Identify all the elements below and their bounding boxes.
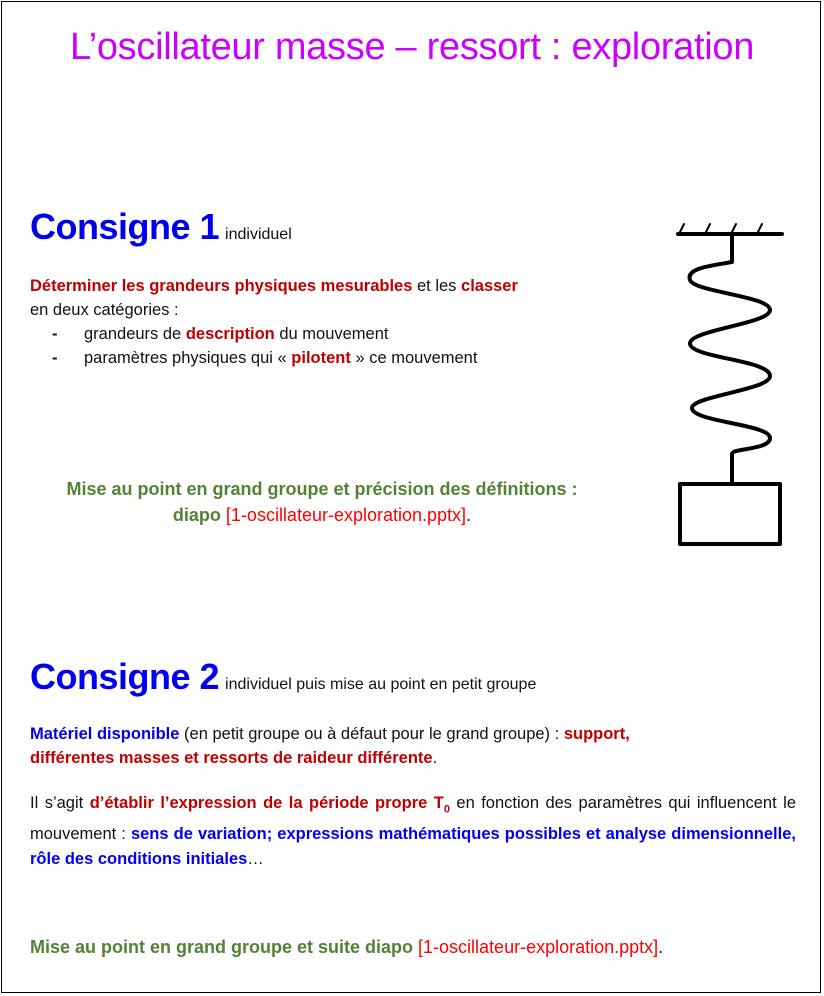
task-emphasis-classify: classer xyxy=(461,277,518,295)
page-title: L’oscillateur masse – ressort : exploration xyxy=(69,26,755,68)
materiel-paragraph xyxy=(30,722,800,770)
conclusion-1-prefix: diapo xyxy=(172,505,226,525)
mass-block xyxy=(680,484,780,544)
consigne-1-title: Consigne 1 xyxy=(30,206,220,247)
consigne-2-heading xyxy=(30,656,536,698)
file-link-2[interactable]: [1-oscillateur-exploration.pptx] xyxy=(418,937,659,957)
goal-paragraph xyxy=(30,791,796,872)
materiel-items-1: support, xyxy=(563,725,630,743)
consigne-1-mode: individuel xyxy=(225,226,292,243)
goal-ellipsis: … xyxy=(247,850,264,869)
consigne-2-mode: individuel puis mise au point en petit groupe xyxy=(225,676,537,693)
consigne-2-conclusion xyxy=(30,935,663,959)
consigne-1-task xyxy=(30,274,630,370)
task-line-1 xyxy=(30,274,630,298)
conclusion-1-dot: . xyxy=(466,505,472,525)
bullet-emphasis: description xyxy=(185,325,275,343)
spring-coil xyxy=(690,234,770,484)
materiel-items-2: différentes masses et ressorts de raideur différente xyxy=(30,749,433,767)
goal-emphasis-text: d’établir l’expression de la période propre T xyxy=(89,794,444,812)
goal-prefix: Il s’agit xyxy=(30,794,90,812)
bullet-text: paramètres physiques qui « xyxy=(84,349,292,367)
conclusion-2-dot: . xyxy=(658,937,664,957)
goal-emphasis xyxy=(89,794,450,816)
bullet-emphasis: pilotent xyxy=(291,349,351,367)
task-line-2: en deux catégories : xyxy=(30,301,179,319)
category-list xyxy=(30,322,630,370)
consigne-1-heading xyxy=(30,206,292,248)
consigne-1-conclusion xyxy=(0,476,644,528)
mass-spring-diagram xyxy=(660,218,790,553)
consigne-2-title: Consigne 2 xyxy=(30,656,220,697)
goal-blue-list: sens de variation; expressions mathématiques possibles et analyse dimensionnelle, rôle des conditions initiales xyxy=(30,825,796,869)
category-item-parameters xyxy=(30,346,630,370)
bullet-text: du mouvement xyxy=(274,325,389,343)
goal-middle: en fonction des paramètres qui influencent le mouvement : xyxy=(30,794,796,844)
conclusion-1-line-1: Mise au point en grand groupe et précision des définitions : xyxy=(66,479,578,499)
materiel-context: (en petit groupe ou à défaut pour le grand groupe) : xyxy=(179,725,564,743)
materiel-dot: . xyxy=(432,749,438,767)
conclusion-2-text: Mise au point en grand groupe et suite diapo xyxy=(30,937,419,957)
file-link-1[interactable]: [1-oscillateur-exploration.pptx] xyxy=(225,505,467,525)
task-emphasis-measurable: Déterminer les grandeurs physiques mesurables xyxy=(30,277,413,295)
category-item-description xyxy=(30,322,630,346)
bullet-text: grandeurs de xyxy=(84,325,186,343)
conclusion-1-line-2 xyxy=(0,502,644,528)
ceiling-hatch xyxy=(680,224,762,232)
task-connector: et les xyxy=(412,277,462,295)
bullet-text: » ce mouvement xyxy=(350,349,478,367)
goal-subscript: 0 xyxy=(443,803,450,816)
materiel-label: Matériel disponible xyxy=(30,725,180,743)
